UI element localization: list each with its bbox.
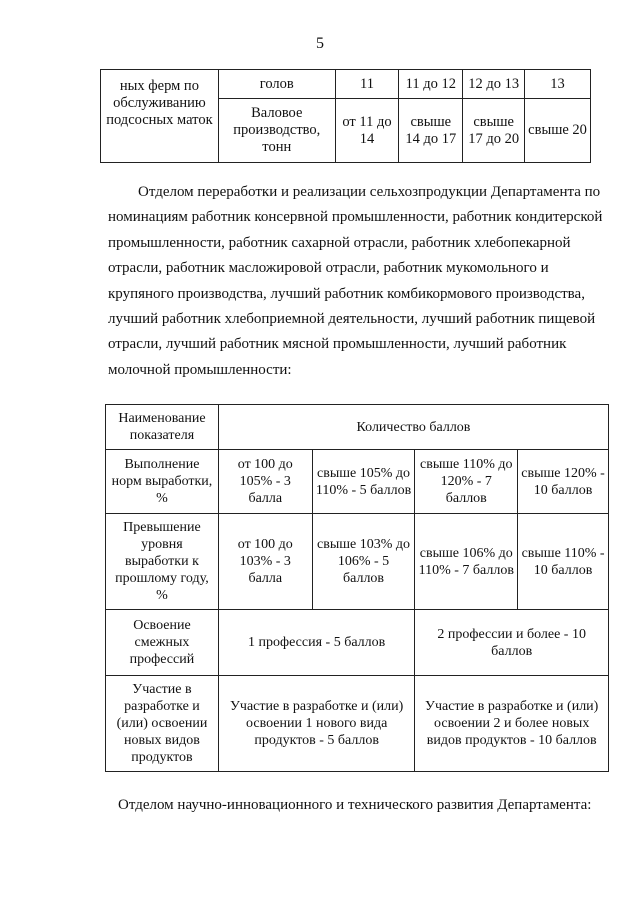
paragraph-line: номинациям работник консервной промышленности, работник кондитерской: [108, 209, 603, 226]
top-cell: 11 до 12: [399, 70, 463, 99]
score-cell: свыше 110% до 120% - 7 баллов: [415, 450, 518, 514]
paragraph-line: Отделом переработки и реализации сельхозпродукции Департамента по: [138, 184, 601, 200]
score-cell: 2 профессии и более - 10 баллов: [415, 610, 609, 676]
score-cell: свыше 103% до 106% - 5 баллов: [312, 514, 415, 610]
score-cell: свыше 105% до 110% - 5 баллов: [312, 450, 415, 514]
score-cell: от 100 до 105% - 3 балла: [218, 450, 312, 514]
score-cell: от 100 до 103% - 3 балла: [218, 514, 312, 610]
top-table: [100, 69, 591, 163]
top-cell: 13: [525, 70, 591, 99]
score-cell: 1 профессия - 5 баллов: [218, 610, 415, 676]
row-label: Выполнение норм выработки, %: [106, 450, 219, 514]
page-number: 5: [316, 35, 324, 52]
top-cell: свыше 20: [525, 99, 591, 163]
header-indicator-name: Наименование показателя: [106, 405, 219, 450]
top-cell: свыше 17 до 20: [463, 99, 525, 163]
score-cell: свыше 106% до 110% - 7 баллов: [415, 514, 518, 610]
top-cell: 12 до 13: [463, 70, 525, 99]
paragraph-line: отрасли, лучший работник мясной промышленности, лучший работник: [108, 336, 567, 353]
scoring-table: [105, 404, 609, 772]
score-cell: Участие в разработке и (или) освоении 1 нового вида продуктов - 5 баллов: [218, 676, 415, 772]
score-cell: свыше 110% - 10 баллов: [518, 514, 609, 610]
score-cell: Участие в разработке и (или) освоении 2 и более новых видов продуктов - 10 баллов: [415, 676, 609, 772]
paragraph-line: лучший работник хлебоприемной деятельности, лучший работник пищевой: [108, 311, 596, 328]
paragraph-line: крупяного производства, лучший работник комбикормового производства,: [108, 285, 585, 302]
header-score-count: Количество баллов: [218, 405, 608, 450]
score-cell: свыше 120% - 10 баллов: [518, 450, 609, 514]
paragraph-line: отрасли, работник масложировой отрасли, работник мукомольного и: [108, 260, 549, 277]
top-cell: 11: [335, 70, 399, 99]
paragraph-processing-department: [108, 180, 608, 383]
paragraph-innovation-department: Отделом научно-инновационного и технического развития Департамента:: [118, 797, 592, 813]
paragraph-line: молочной промышленности:: [108, 361, 292, 378]
top-unit-heads: голов: [218, 70, 335, 99]
top-unit-gross: Валовое производство, тонн: [218, 99, 335, 163]
row-label: Освоение смежных профессий: [106, 610, 219, 676]
top-cell: свыше 14 до 17: [399, 99, 463, 163]
row-label: Участие в разработке и (или) освоении новых видов продуктов: [106, 676, 219, 772]
paragraph-line: промышленности, работник сахарной отрасли, работник хлебопекарной: [108, 234, 571, 251]
top-row-label: ных ферм по обслуживанию подсосных маток: [101, 70, 219, 163]
top-cell: от 11 до 14: [335, 99, 399, 163]
row-label: Превышение уровня выработки к прошлому году, %: [106, 514, 219, 610]
